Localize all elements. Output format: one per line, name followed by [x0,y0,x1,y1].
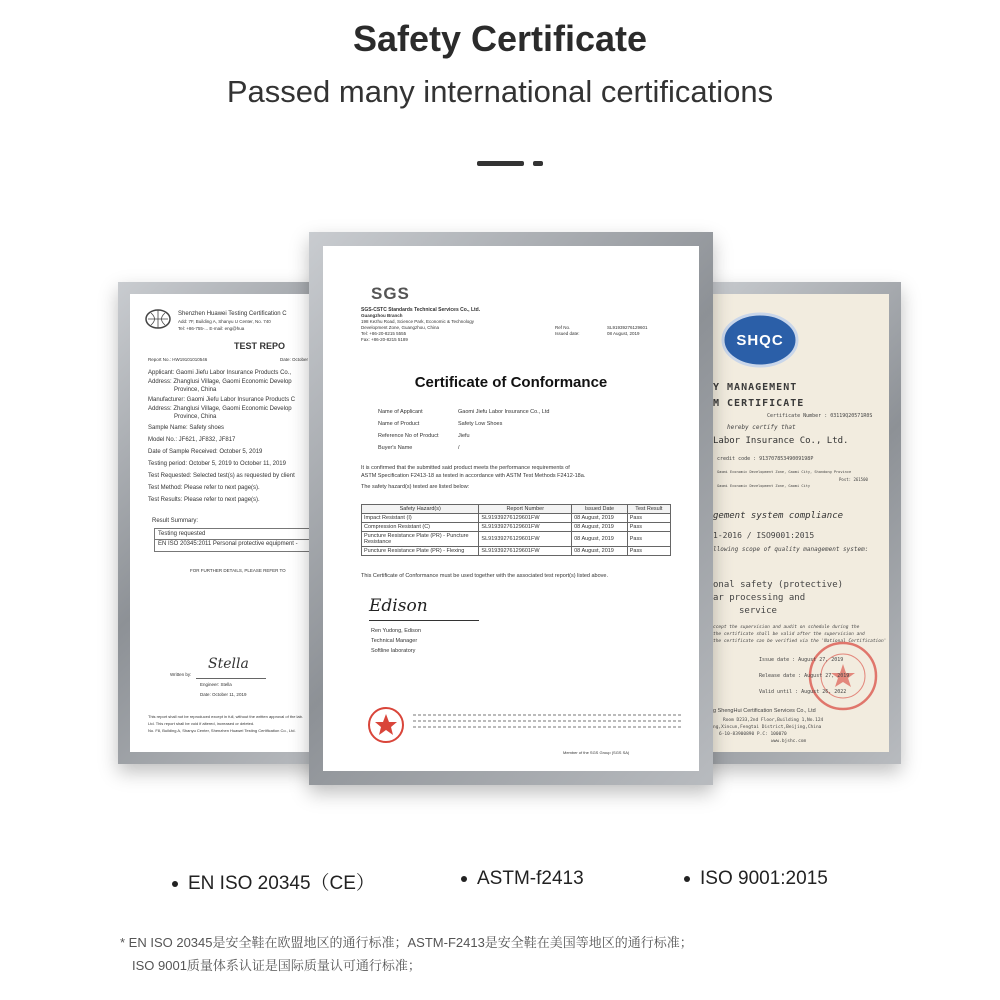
scope-line-3: service [739,606,777,616]
buyer-value: / [458,445,460,451]
certifier-name: g ShengHui Certification Services Co., Ltd [713,708,816,714]
bullet-icon [684,876,690,882]
issued-value: 08 August, 2019 [607,331,640,336]
issued-label: Issued date: [555,331,580,336]
column-header: Issued Date [572,505,628,514]
certifier-address-2: ng,Xincun,Fengtai District,Beijing,China [713,725,822,730]
table-cell: 08 August, 2019 [572,514,628,523]
table-cell: Compression Resistant (C) [362,523,479,532]
table-row [362,514,671,523]
table-row [362,547,671,556]
fine-print-line [413,726,683,728]
confirm-line-1: It is confirmed that the submitted said product meets the performance requirements of [361,465,570,471]
product-value: Safety Low Shoes [458,421,503,427]
table-cell: SL91939276129601FW [479,532,572,547]
lab-name: Shenzhen Huawei Testing Certification C [178,311,287,317]
red-seal-stamp-icon [367,706,405,744]
applicant-value: Gaomi Jiefu Labor Insurance Co., Ltd [458,409,550,415]
iso-certificate-frame [697,282,901,764]
table-cell: 08 August, 2019 [572,547,628,556]
postcode: Post: 261500 [839,477,868,482]
valid-until: Valid until : August 26, 2022 [759,689,847,695]
product-label: Name of Product [378,421,420,427]
scope-label: llowing scope of quality management system: [713,546,869,553]
scope-line-1: onal safety (protective) [713,580,844,590]
sgs-address-2: Development Zone, Guangzhou, China [361,325,440,330]
test-requested: Test Requested: Selected test(s) as requested by client [148,473,295,479]
result-summary-label: Result Summary: [152,518,199,524]
table-cell: 08 August, 2019 [572,532,628,547]
fine-print-2: the certificate shall be valid after the supervision and [713,632,865,637]
certificate-title: Certificate of Conformance [414,374,608,391]
applicant-address-province: Province, China [174,387,217,393]
confirm-line-2: ASTM Specification F2413-18 as tested in accordance with ASTM Test Methods F2412-18a. [361,473,586,479]
cert-heading-1: Y MANAGEMENT [713,382,798,393]
ref-label: Ref No. [555,325,571,330]
company-address-2: Gaomi Economic Development Zone, Gaomi City [717,484,811,488]
signature-line [369,620,479,621]
bullet-icon [172,881,178,887]
standard-label: ASTM-f2413 [477,868,584,889]
further-details-note: FOR FURTHER DETAILS, PLEASE REFER TO [190,568,286,573]
signer-signature: Edison [369,596,428,616]
test-results: Test Results: Please refer to next page(s). [148,497,260,503]
result-summary-box [154,528,318,552]
fine-print-line [413,714,683,716]
date-received: Date of Sample Received: October 5, 2019 [148,449,263,455]
fine-print-line [413,720,683,722]
buyer-label: Buyer's Name [378,445,413,451]
footer-line-3: No. F8, Building A, Shanyu Center, Shenzhen Huawei Testing Certification Co., Ltd. [148,728,296,733]
signer-name: Ren Yudong, Edison [371,628,422,634]
standard-line: EN ISO 20345:2011 Personal protective equipment - [158,541,298,547]
usage-note: This Certificate of Conformance must be used together with the associated test report(s) listed above. [361,573,609,579]
standard-label: ISO 9001:2015 [700,868,828,889]
scope-line-2: ar processing and [713,593,806,603]
signer-title: Technical Manager [371,638,418,644]
table-cell: Pass [627,547,670,556]
fine-print-1: ccept the supervision and audit on schedule during the [713,625,860,630]
table-cell: Puncture Resistance Plate (PR) - Flexing [362,547,479,556]
column-header: Safety Hazard(s) [362,505,479,514]
cert-heading-2: M CERTIFICATE [713,398,805,409]
testing-period: Testing period: October 5, 2019 to October 11, 2019 [148,461,286,467]
certifier-address-3: 6-10-83900890 P.C: 100070 [719,732,787,737]
test-method: Test Method: Please refer to next page(s). [148,485,260,491]
standard-astm-f2413 [461,868,584,890]
table-cell: Pass [627,514,670,523]
manufacturer-address: Address: Zhanglusi Village, Gaomi Economic Develop [148,406,292,412]
credit-code: credit code : 91370785349009198P [717,456,814,462]
testing-requested-label: Testing requested [158,531,206,537]
release-date: Release date : August 27, 2019 [759,673,850,679]
table-cell: 08 August, 2019 [572,523,628,532]
table-cell: SL91939276129601FW [479,523,572,532]
reference-value: Jiefu [458,433,470,439]
iso-certificate-document [709,294,889,752]
sgs-footer: Member of the SGS Group (SGS SA) [563,750,630,755]
hazard-table [361,504,671,556]
reference-label: Reference No of Product [378,433,439,439]
table-cell: Puncture Resistance Plate (PR) - Puncture Resistance [362,532,479,547]
divider-short [533,161,543,166]
standard-label: EN ISO 20345（CE） [188,873,375,894]
standard-iso-9001 [684,868,828,890]
cert-number: Certificate Number : 03119Q20571R0S [767,413,873,419]
table-cell: Impact Resistant (I) [362,514,479,523]
signer-department: Softline laboratory [371,648,416,654]
lab-address: Add: 7F, Building A, Shanyu U Center, No. 740 [178,319,271,324]
table-row [362,523,671,532]
manufacturer-address-province: Province, China [174,414,217,420]
sgs-company: SGS-CSTC Standards Technical Services Co., Ltd. [361,307,481,313]
report-date: Date: October [280,357,309,362]
page-title: Safety Certificate [352,18,648,59]
standard-en-iso-20345 [172,868,375,895]
sign-date: Date: October 11, 2019 [200,692,247,697]
iso-standard: 1-2016 / ISO9001:2015 [713,531,815,540]
certifier-address-1: Room D233,2nd Floor,Building 1,No.124 [723,718,824,723]
table-row [362,532,671,547]
footer-line-2: Ltd. This report shall be void if altered, increased or deleted. [148,721,255,726]
engineer-name: Engineer: Stella [200,682,232,687]
column-header: Test Result [627,505,670,514]
page-subtitle: Passed many international certifications [226,74,774,109]
manufacturer-line: Manufacturer: Gaomi Jiefu Labor Insurance Products C [148,397,296,403]
table-cell: Pass [627,532,670,547]
sgs-branch: Guangzhou Branch [361,313,403,318]
sgs-logo: SGS [371,284,410,303]
test-report-document [130,294,318,752]
sgs-certificate-document [323,246,699,771]
bullet-icon [461,876,467,882]
footnote-line-2: ISO 9001质量体系认证是国际质量认可通行标准； [132,958,421,973]
shqc-logo-text: SHQC [736,332,784,349]
fine-print-3: the certificate can be verified via the 'National Certification' [713,639,887,644]
footnote-line-1: * EN ISO 20345是安全鞋在欧盟地区的通行标准；ASTM-F2413是安全鞋在美国等地区的通行标准； [120,935,693,950]
report-title: TEST REPO [234,341,286,351]
sample-name: Sample Name: Safety shoes [148,425,225,431]
ref-value: SL91939276129601 [607,325,648,330]
model-number: Model No.: JF621, JF832, JF817 [148,437,236,443]
hereby-certify: hereby certify that [727,424,796,431]
report-number: Report No.: HW19101010546 [148,357,208,362]
applicant-line: Applicant: Gaomi Jiefu Labor Insurance Products Co., [148,370,292,376]
lab-globe-logo-icon [144,308,172,330]
certifier-website: www.bjshc.com [771,739,807,744]
sgs-tel: Tel: +86-20-8215 5555 [361,331,407,336]
footer-line-1: This report shall not be reproduced except in full, without the written approval of the lab. [148,714,303,719]
applicant-address: Address: Zhanglusi Village, Gaomi Economic Develop [148,379,292,385]
issue-date: Issue date : August 27, 2019 [759,657,844,663]
table-cell: Pass [627,523,670,532]
company-address: Gaomi Economic Development Zone, Gaomi City, Shandong Province [717,470,852,474]
lab-contact: Tel: +86-755-... E-mail: eng@hua [178,326,245,331]
divider-long [477,161,524,166]
sgs-fax: Fax: +86-20-8215 5189 [361,337,408,342]
test-report-frame [118,282,330,764]
mgmt-system-compliance: gement system compliance [713,511,844,521]
table-cell: SL91939276129601FW [479,547,572,556]
table-header-row [362,505,671,514]
confirm-line-3: The safety hazard(s) tested are listed below: [361,484,470,490]
applicant-label: Name of Applicant [378,409,423,415]
signature-line [196,678,266,679]
certified-company: Labor Insurance Co., Ltd. [713,436,849,446]
sgs-address-1: 198 Kezhu Road, Science Park, Economic & Technology [361,319,474,324]
column-header: Report Number [479,505,572,514]
sgs-certificate-frame [309,232,713,785]
table-cell: SL91939276129601FW [479,514,572,523]
engineer-signature: Stella [208,656,249,672]
written-by-label: Written by: [170,672,192,677]
